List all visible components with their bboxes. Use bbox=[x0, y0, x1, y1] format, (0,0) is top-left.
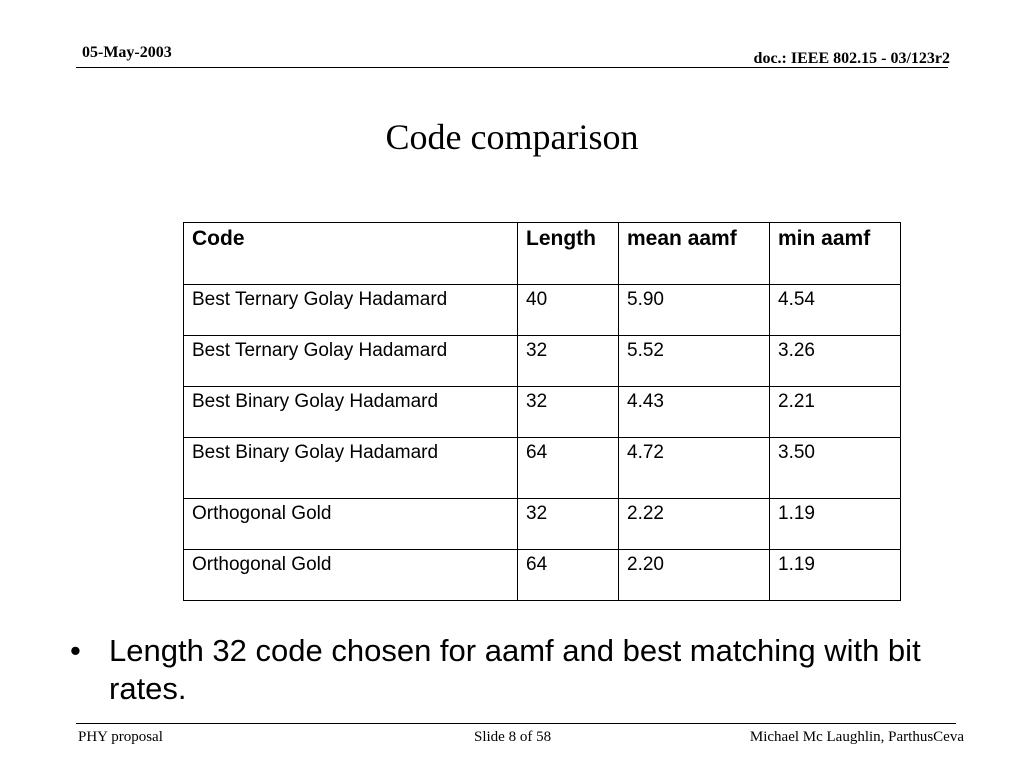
cell-length: 32 bbox=[518, 387, 619, 438]
code-comparison-table bbox=[183, 222, 901, 601]
cell-min-aamf: 2.21 bbox=[770, 387, 901, 438]
cell-code: Orthogonal Gold bbox=[184, 499, 518, 550]
cell-code: Best Ternary Golay Hadamard bbox=[184, 336, 518, 387]
header-date: 05-May-2003 bbox=[82, 44, 172, 61]
cell-code: Best Ternary Golay Hadamard bbox=[184, 285, 518, 336]
table-row bbox=[184, 336, 901, 387]
footer-slide-number: Slide 8 of 58 bbox=[474, 729, 552, 745]
cell-length: 32 bbox=[518, 499, 619, 550]
cell-mean-aamf: 5.52 bbox=[619, 336, 770, 387]
cell-mean-aamf: 4.43 bbox=[619, 387, 770, 438]
cell-min-aamf: 3.26 bbox=[770, 336, 901, 387]
cell-length: 64 bbox=[518, 438, 619, 499]
header-doc-id: doc.: IEEE 802.15 - 03/123r2 bbox=[753, 50, 950, 67]
bullet-text: Length 32 code chosen for aamf and best matching with bit rates. bbox=[109, 633, 921, 706]
footer-left: PHY proposal bbox=[78, 729, 163, 745]
cell-mean-aamf: 2.22 bbox=[619, 499, 770, 550]
header-divider bbox=[76, 67, 948, 68]
table-header-row bbox=[184, 223, 901, 285]
slide-title: Code comparison bbox=[385, 117, 639, 157]
cell-min-aamf: 1.19 bbox=[770, 550, 901, 601]
cell-min-aamf: 1.19 bbox=[770, 499, 901, 550]
cell-min-aamf: 4.54 bbox=[770, 285, 901, 336]
cell-mean-aamf: 2.20 bbox=[619, 550, 770, 601]
cell-mean-aamf: 5.90 bbox=[619, 285, 770, 336]
table-row bbox=[184, 550, 901, 601]
table-row bbox=[184, 387, 901, 438]
footer-divider bbox=[76, 723, 956, 724]
cell-code: Orthogonal Gold bbox=[184, 550, 518, 601]
bullet-marker: • bbox=[70, 633, 81, 668]
column-header-min-aamf: min aamf bbox=[770, 223, 901, 285]
column-header-mean-aamf: mean aamf bbox=[619, 223, 770, 285]
column-header-length: Length bbox=[518, 223, 619, 285]
cell-mean-aamf: 4.72 bbox=[619, 438, 770, 499]
table-row bbox=[184, 285, 901, 336]
table-row bbox=[184, 499, 901, 550]
table-row bbox=[184, 438, 901, 499]
footer-author: Michael Mc Laughlin, ParthusCeva bbox=[749, 729, 964, 745]
cell-length: 64 bbox=[518, 550, 619, 601]
cell-min-aamf: 3.50 bbox=[770, 438, 901, 499]
bullet-item bbox=[70, 632, 930, 708]
cell-code: Best Binary Golay Hadamard bbox=[184, 438, 518, 499]
column-header-code: Code bbox=[184, 223, 518, 285]
cell-code: Best Binary Golay Hadamard bbox=[184, 387, 518, 438]
cell-length: 32 bbox=[518, 336, 619, 387]
cell-length: 40 bbox=[518, 285, 619, 336]
